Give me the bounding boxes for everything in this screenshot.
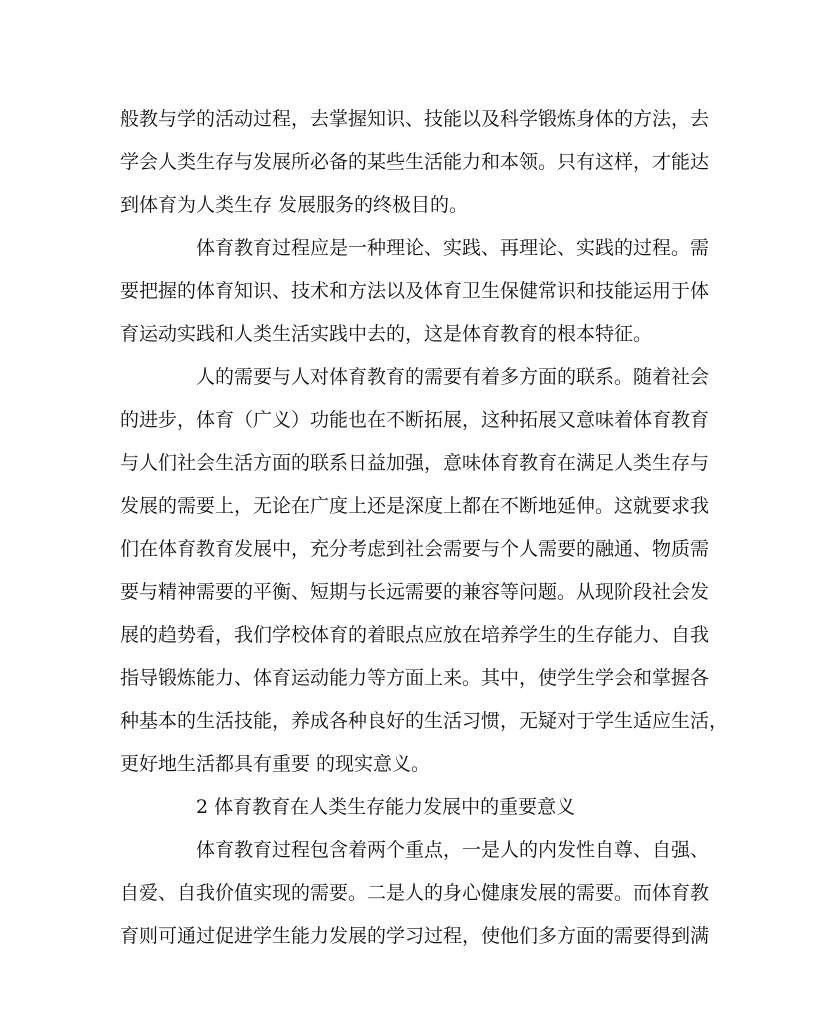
- text-line: 种基本的生活技能，养成各种良好的生活习惯，无疑对于学生适应生活，: [120, 710, 729, 732]
- text-line: 般教与学的活动过程，去掌握知识、技能以及科学锻炼身体的方法，去: [120, 108, 710, 130]
- text-line: 的进步，体育（广义）功能也在不断拓展，这种拓展又意味着体育教育: [120, 409, 710, 431]
- text-line: 更好地生活都具有重要 的现实意义。: [120, 753, 431, 775]
- text-line: 们在体育教育发展中，充分考虑到社会需要与个人需要的融通、物质需: [120, 538, 710, 560]
- text-line: 要与精神需要的平衡、短期与长远需要的兼容等问题。从现阶段社会发: [120, 581, 710, 603]
- text-line: 育运动实践和人类生活实践中去的，这是体育教育的根本特征。: [120, 323, 653, 345]
- text-line: 要把握的体育知识、技术和方法以及体育卫生保健常识和技能运用于体: [120, 280, 710, 302]
- text-line: 指导锻炼能力、体育运动能力等方面上来。其中，使学生学会和掌握各: [120, 667, 710, 689]
- paragraph-first-line: 体育教育过程包含着两个重点，一是人的内发性自尊、自强、: [196, 839, 710, 861]
- text-line: 到体育为人类生存 发展服务的终极目的。: [120, 194, 469, 216]
- paragraph-first-line: 体育教育过程应是一种理论、实践、再理论、实践的过程。需: [196, 237, 710, 259]
- paragraph-first-line: 人的需要与人对体育教育的需要有着多方面的联系。随着社会: [196, 366, 710, 388]
- text-line: 育则可通过促进学生能力发展的学习过程，使他们多方面的需要得到满: [120, 925, 710, 947]
- text-line: 展的趋势看，我们学校体育的着眼点应放在培养学生的生存能力、自我: [120, 624, 710, 646]
- text-line: 发展的需要上，无论在广度上还是深度上都在不断地延伸。这就要求我: [120, 495, 710, 517]
- text-line: 学会人类生存与发展所必备的某些生活能力和本领。只有这样，才能达: [120, 151, 710, 173]
- text-line: 自爱、自我价值实现的需要。二是人的身心健康发展的需要。而体育教: [120, 882, 710, 904]
- section-heading: 2 体育教育在人类生存能力发展中的重要意义: [196, 796, 576, 818]
- text-line: 与人们社会生活方面的联系日益加强，意味体育教育在满足人类生存与: [120, 452, 710, 474]
